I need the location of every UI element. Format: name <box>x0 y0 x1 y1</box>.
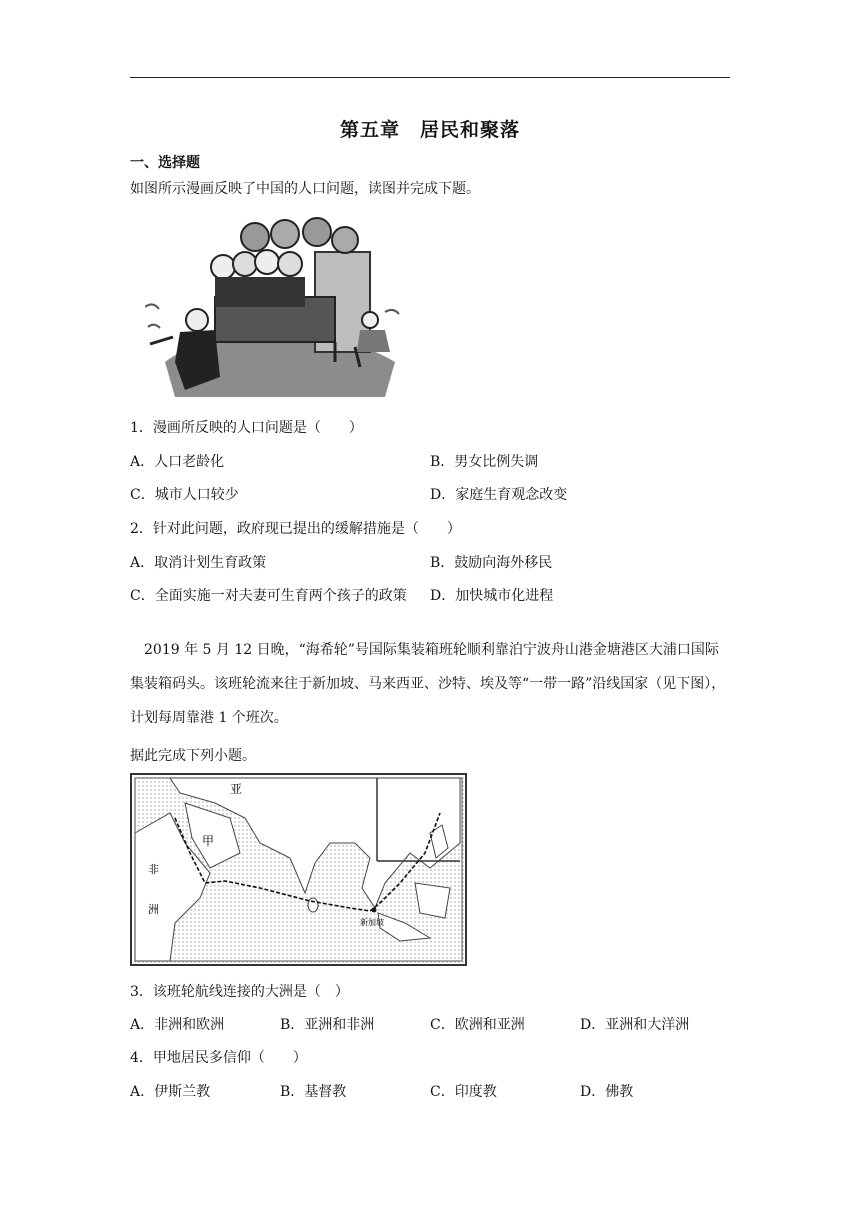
q2-option-b[interactable]: B．鼓励向海外移民 <box>430 555 553 571</box>
q2-option-d[interactable]: D．加快城市化进程 <box>430 588 554 604</box>
q3-option-b[interactable]: B．亚洲和非洲 <box>280 1017 375 1033</box>
q3-option-c[interactable]: C．欧洲和亚洲 <box>430 1017 525 1033</box>
page-title: 第五章 居民和聚落 <box>339 119 520 141</box>
q3-option-d[interactable]: D．亚洲和大洋洲 <box>580 1017 690 1033</box>
section-heading: 一、选择题 <box>130 155 200 171</box>
q4-stem: 4．甲地居民多信仰（ ） <box>130 1050 307 1066</box>
shipping-route-map <box>130 773 467 966</box>
map-label-jia: 甲 <box>202 834 215 848</box>
q2-option-a[interactable]: A．取消计划生育政策 <box>130 555 267 571</box>
q3-stem: 3．该班轮航线连接的大洲是（ ） <box>130 984 349 1000</box>
q4-option-d[interactable]: D．佛教 <box>580 1084 634 1100</box>
q1-option-c[interactable]: C．城市人口较少 <box>130 487 239 503</box>
population-cartoon-image <box>145 212 405 402</box>
map-label-singapore: 新加坡 <box>360 918 384 927</box>
map-label-africa-2: 洲 <box>148 903 159 916</box>
map-label-asia: 亚 <box>230 782 243 796</box>
q1-option-a[interactable]: A．人口老龄化 <box>130 454 225 470</box>
q4-option-a[interactable]: A．伊斯兰教 <box>130 1084 211 1100</box>
q4-option-c[interactable]: C．印度教 <box>430 1084 497 1100</box>
q1-stem: 1．漫画所反映的人口问题是（ ） <box>130 420 363 436</box>
q4-option-b[interactable]: B．基督教 <box>280 1084 347 1100</box>
intro-text-2: 据此完成下列小题。 <box>130 748 256 764</box>
header-rule <box>130 77 730 78</box>
intro-text-1: 如图所示漫画反映了中国的人口问题，读图并完成下题。 <box>130 181 480 197</box>
q1-option-b[interactable]: B．男女比例失调 <box>430 454 539 470</box>
map-label-africa-1: 非 <box>148 863 159 876</box>
q1-option-d[interactable]: D．家庭生育观念改变 <box>430 487 568 503</box>
q3-option-a[interactable]: A．非洲和欧洲 <box>130 1017 225 1033</box>
q2-option-c[interactable]: C．全面实施一对夫妻可生育两个孩子的政策 <box>130 588 407 604</box>
passage-text: 2019 年 5 月 12 日晚，“海希轮”号国际集装箱班轮顺利靠泊宁波舟山港金塘港区大浦口国际集装箱码头。该班轮流来往于新加坡、马来西亚、沙特、埃及等“一带一路”沿线国家（见下图），计划每周靠港 1 个班次。 <box>130 642 726 726</box>
q2-stem: 2．针对此问题，政府现已提出的缓解措施是（ ） <box>130 521 461 537</box>
